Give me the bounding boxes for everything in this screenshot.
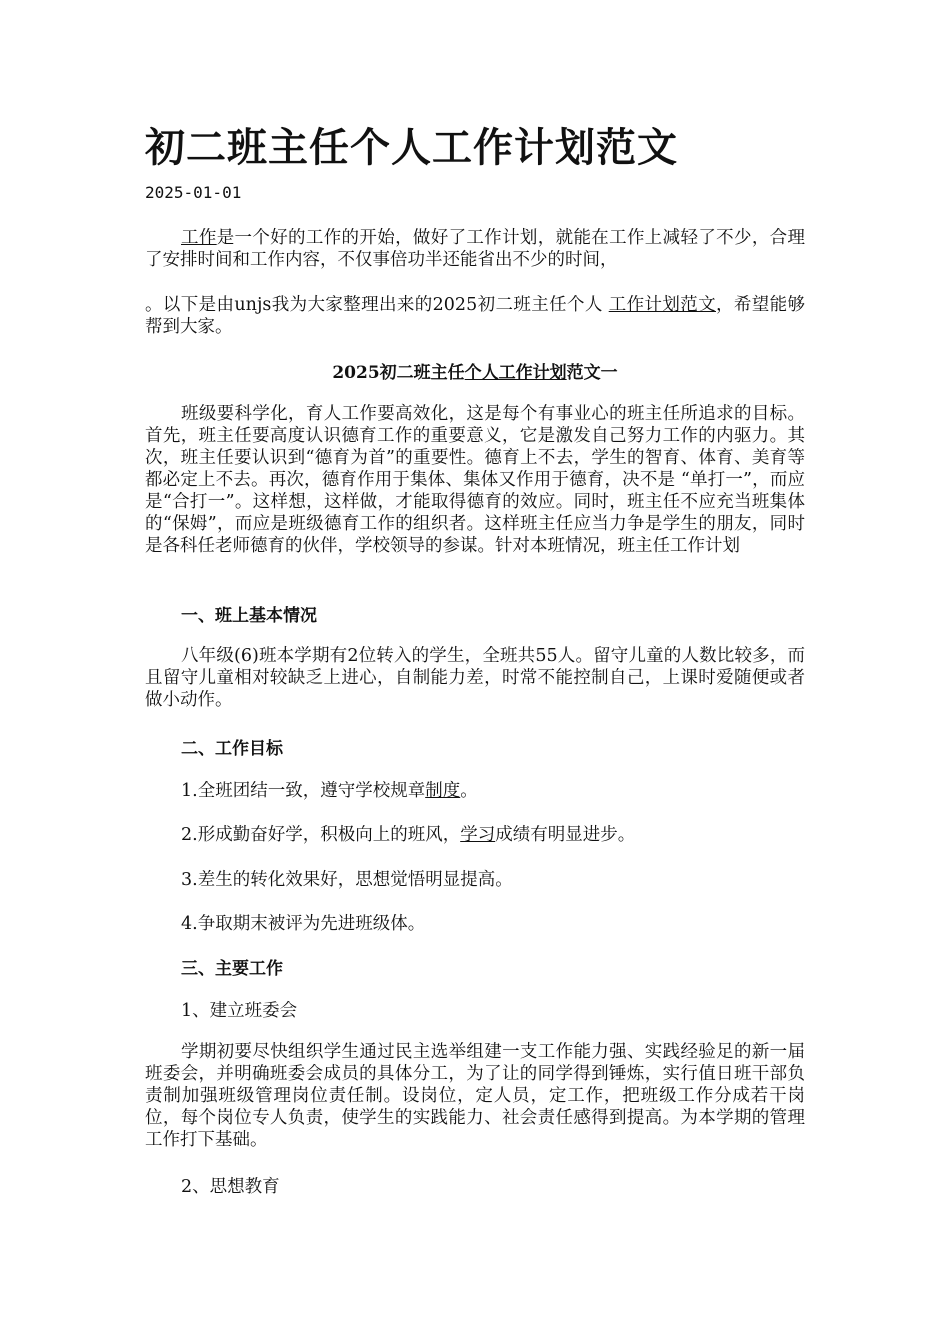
goal-item-1 bbox=[181, 777, 478, 802]
body-paragraph-1: 班级要科学化，育人工作要高效化，这是每个有事业心的班主任所追求的目标。首先，班主任要高度认识德育工作的重要意义，它是激发自己努力工作的内驱力。其次，班主任要认识到“德育为首”的重要性。德育上不去，学生的智育、体育、美育等都必定上不去。再次，德育作用于集体、集体又作用于德育，决不是 “单打一”，而应是“合打一”。这样想，这样做，才能取得德育的效应。同时，班主任不应充当班集体的“保姆”，而应是班级德育工作的组织者。这样班主任应当力争是学生的朋友，同时是各科任老师德育的伙伴，学校领导的参谋。针对本班情况，班主任工作计划 bbox=[145, 404, 805, 556]
goal-2-end: 成绩有明显进步。 bbox=[495, 825, 636, 845]
heading-main-work: 三、主要工作 bbox=[181, 959, 283, 979]
section-title bbox=[145, 358, 805, 383]
subheading-class-committee: 1、建立班委会 bbox=[181, 1001, 298, 1021]
intro-text-2b: ，希望能够帮到大家。 bbox=[145, 295, 806, 337]
personal-work-plan-link[interactable]: 个人工作计划 bbox=[464, 363, 567, 383]
heading-goals: 二、工作目标 bbox=[181, 739, 283, 759]
basic-info-paragraph: 八年级(6)班本学期有2位转入的学生，全班共55人。留守儿童的人数比较多，而且留守儿童相对较缺乏上进心，自制能力差，时常不能控制自己，上课时爱随便或者做小动作。 bbox=[145, 646, 805, 710]
class-committee-paragraph: 学期初要尽快组织学生通过民主选举组建一支工作能力强、实践经验足的新一届班委会，并明确班委会成员的具体分工，为了让的同学得到锤炼，实行值日班干部负责制加强班级管理岗位责任制。设岗位，定人员，定工作，把班级工作分成若干岗位，每个岗位专人负责，使学生的实践能力、社会责任感得到提高。为本学期的管理工作打下基础。 bbox=[145, 1042, 805, 1150]
intro-text-2a: 。以下是由unjs我为大家整理出来的2025初二班主任个人 bbox=[145, 295, 609, 315]
goal-1-text: 1.全班团结一致，遵守学校规章 bbox=[181, 781, 426, 801]
intro-paragraph-1 bbox=[145, 227, 805, 271]
study-link[interactable]: 学习 bbox=[460, 825, 496, 845]
page-title: 初二班主任个人工作计划范文 bbox=[145, 124, 678, 171]
rules-link[interactable]: 制度 bbox=[425, 781, 461, 801]
goal-item-4: 4.争取期末被评为先进班级体。 bbox=[181, 914, 426, 934]
publish-date: 2025-01-01 bbox=[145, 183, 242, 202]
goal-1-end: 。 bbox=[460, 781, 478, 801]
section-title-prefix: 2025初二班主任 bbox=[332, 363, 465, 383]
subheading-ideological-education: 2、思想教育 bbox=[181, 1177, 280, 1197]
heading-basic-info: 一、班上基本情况 bbox=[181, 606, 317, 626]
goal-2-text: 2.形成勤奋好学，积极向上的班风， bbox=[181, 825, 461, 845]
goal-item-3: 3.差生的转化效果好，思想觉悟明显提高。 bbox=[181, 870, 513, 890]
work-link[interactable]: 工作 bbox=[181, 228, 217, 248]
goal-item-2 bbox=[181, 821, 635, 846]
work-plan-link[interactable]: 工作计划范文 bbox=[608, 295, 716, 315]
intro-paragraph-2 bbox=[145, 294, 805, 338]
section-title-suffix: 范文一 bbox=[566, 363, 618, 383]
intro-text-1: 是一个好的工作的开始，做好了工作计划，就能在工作上减轻了不少，合理了安排时间和工作内容，不仅事倍功半还能省出不少的时间， bbox=[145, 228, 806, 270]
